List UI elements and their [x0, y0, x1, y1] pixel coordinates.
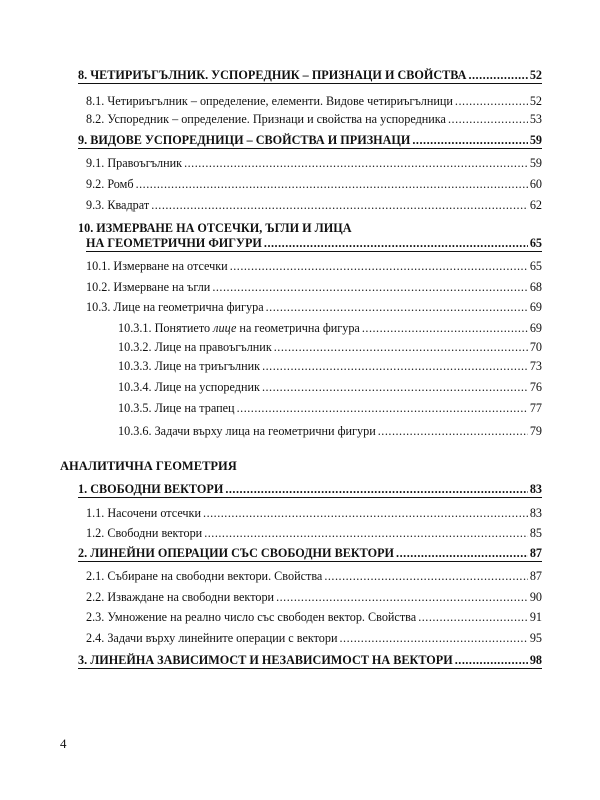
- toc-entry-analytic-section-2-4[interactable]: [86, 631, 542, 646]
- toc-entry-label: 1.2. Свободни вектори: [86, 526, 203, 540]
- toc-entry-chapter-9[interactable]: [78, 133, 542, 149]
- toc-page-number: 77: [529, 401, 542, 415]
- toc-entry-chapter-10[interactable]: [86, 236, 542, 252]
- toc-page-number: 83: [529, 482, 542, 496]
- toc-leader-dots: [378, 424, 528, 439]
- toc-entry-analytic-section-2-3[interactable]: [86, 610, 542, 625]
- toc-entry-section-9-2[interactable]: [86, 177, 542, 192]
- toc-entry-section-10-3-6[interactable]: [118, 424, 542, 439]
- toc-page-number: 69: [529, 321, 542, 335]
- toc-page-number: 68: [529, 280, 542, 294]
- toc-leader-dots: [412, 133, 527, 148]
- toc-page-number: 90: [529, 590, 542, 604]
- toc-entry-label: 9. ВИДОВЕ УСПОРЕДНИЦИ – СВОЙСТВА И ПРИЗНАЦИ: [78, 133, 411, 147]
- toc-page-number: 59: [529, 133, 542, 147]
- toc-entry-label: 2.1. Събиране на свободни вектори. Свойства: [86, 569, 323, 583]
- toc-entry-label: 2.3. Умножение на реално число със свободен вектор. Свойства: [86, 610, 417, 624]
- toc-entry-label: 10.3.2. Лице на правоъгълник: [118, 340, 272, 354]
- toc-leader-dots: [184, 156, 528, 171]
- toc-entry-section-10-3-4[interactable]: [118, 380, 542, 395]
- toc-page-number: 52: [529, 68, 542, 82]
- toc-entry-section-10-3[interactable]: [86, 300, 542, 315]
- toc-entry-label: 8.1. Четириъгълник – определение, елементи. Видове четириъгълници: [86, 94, 453, 108]
- toc-leader-dots: [230, 259, 528, 274]
- toc-entry-label: 2. ЛИНЕЙНИ ОПЕРАЦИИ СЪС СВОБОДНИ ВЕКТОРИ: [78, 546, 395, 560]
- toc-entry-section-8-2[interactable]: [86, 112, 542, 127]
- toc-entry-label: 10.3.1. Понятието лице на геометрична фигура: [118, 321, 360, 335]
- toc-entry-section-9-3[interactable]: [86, 198, 542, 213]
- toc-page-number: 98: [529, 653, 542, 667]
- toc-page-number: 85: [529, 526, 542, 540]
- toc-entry-section-10-3-3[interactable]: [118, 359, 542, 374]
- toc-page-number: 69: [529, 300, 542, 314]
- toc-leader-dots: [225, 482, 528, 497]
- toc-entry-chapter-8[interactable]: [78, 68, 542, 84]
- toc-page-number: 95: [529, 631, 542, 645]
- toc-page-number: 87: [529, 546, 542, 560]
- toc-entry-label: 3. ЛИНЕЙНА ЗАВИСИМОСТ И НЕЗАВИСИМОСТ НА ВЕКТОРИ: [78, 653, 453, 667]
- toc-page-number: 62: [529, 198, 542, 212]
- toc-page-number: 60: [529, 177, 542, 191]
- toc-entry-label: 9.1. Правоъгълник: [86, 156, 183, 170]
- toc-page-number: 91: [529, 610, 542, 624]
- toc-entry-analytic-section-2-1[interactable]: [86, 569, 542, 584]
- toc-entry-section-8-1[interactable]: [86, 94, 542, 109]
- toc-leader-dots: [340, 631, 528, 646]
- toc-entry-section-10-3-5[interactable]: [118, 401, 542, 416]
- toc-leader-dots: [237, 401, 528, 416]
- toc-leader-dots: [418, 610, 528, 625]
- toc-entry-label: НА ГЕОМЕТРИЧНИ ФИГУРИ: [86, 236, 262, 250]
- toc-leader-dots: [204, 526, 528, 541]
- toc-entry-emphasis: лице: [213, 321, 237, 335]
- toc-page-number: 79: [529, 424, 542, 438]
- toc-entry-label: 1.1. Насочени отсечки: [86, 506, 202, 520]
- toc-entry-analytic-chapter-2[interactable]: [78, 546, 542, 562]
- toc-leader-dots: [448, 112, 528, 127]
- toc-entry-section-9-1[interactable]: [86, 156, 542, 171]
- toc-entry-chapter-10-line1[interactable]: 10. ИЗМЕРВАНЕ НА ОТСЕЧКИ, ЪГЛИ И ЛИЦА: [78, 221, 352, 235]
- toc-leader-dots: [468, 68, 527, 83]
- toc-entry-label: 10.2. Измерване на ъгли: [86, 280, 211, 294]
- toc-entry-analytic-section-1-1[interactable]: [86, 506, 542, 521]
- toc-page-number: 70: [529, 340, 542, 354]
- page-number: 4: [60, 736, 67, 751]
- toc-entry-section-10-3-1[interactable]: [118, 321, 542, 336]
- toc-leader-dots: [136, 177, 528, 192]
- toc-leader-dots: [455, 94, 528, 109]
- toc-entry-label: 2.2. Изваждане на свободни вектори: [86, 590, 275, 604]
- toc-leader-dots: [212, 280, 527, 295]
- toc-entry-analytic-section-1-2[interactable]: [86, 526, 542, 541]
- toc-entry-label: 2.4. Задачи върху линейните операции с вектори: [86, 631, 338, 645]
- toc-leader-dots: [324, 569, 527, 584]
- toc-entry-section-10-1[interactable]: [86, 259, 542, 274]
- toc-leader-dots: [264, 236, 528, 251]
- toc-entry-analytic-section-2-2[interactable]: [86, 590, 542, 605]
- toc-page-number: 83: [529, 506, 542, 520]
- toc-entry-label: 10.3.5. Лице на трапец: [118, 401, 235, 415]
- toc-entry-label: 10.3. Лице на геометрична фигура: [86, 300, 264, 314]
- toc-leader-dots: [396, 546, 528, 561]
- toc-entry-analytic-chapter-1[interactable]: [78, 482, 542, 498]
- toc-entry-label: 8.2. Успоредник – определение. Признаци и свойства на успоредника: [86, 112, 446, 126]
- toc-page-number: 52: [529, 94, 542, 108]
- toc-leader-dots: [362, 321, 528, 336]
- toc-page-number: 59: [529, 156, 542, 170]
- toc-leader-dots: [266, 300, 528, 315]
- toc-leader-dots: [262, 359, 528, 374]
- toc-entry-section-10-3-2[interactable]: [118, 340, 542, 355]
- toc-page-number: 76: [529, 380, 542, 394]
- toc-leader-dots: [455, 653, 528, 668]
- toc-entry-label: 10.3.4. Лице на успоредник: [118, 380, 260, 394]
- toc-entry-label: 9.2. Ромб: [86, 177, 134, 191]
- toc-page-number: 65: [529, 236, 542, 250]
- toc-entry-section-10-2[interactable]: [86, 280, 542, 295]
- toc-entry-label: 8. ЧЕТИРИЪГЪЛНИК. УСПОРЕДНИК – ПРИЗНАЦИ И СВОЙСТВА: [78, 68, 467, 82]
- section-heading-analytic-geometry: АНАЛИТИЧНА ГЕОМЕТРИЯ: [60, 459, 237, 473]
- toc-entry-label: 10.3.6. Задачи върху лица на геометрични фигури: [118, 424, 376, 438]
- toc-leader-dots: [203, 506, 528, 521]
- toc-entry-label: 1. СВОБОДНИ ВЕКТОРИ: [78, 482, 224, 496]
- toc-leader-dots: [262, 380, 528, 395]
- toc-page-number: 53: [529, 112, 542, 126]
- toc-page-number: 87: [529, 569, 542, 583]
- toc-page-number: 65: [529, 259, 542, 273]
- toc-entry-label: 9.3. Квадрат: [86, 198, 150, 212]
- toc-entry-analytic-chapter-3[interactable]: [78, 653, 542, 669]
- toc-leader-dots: [274, 340, 528, 355]
- toc-leader-dots: [276, 590, 528, 605]
- toc-page-number: 73: [529, 359, 542, 373]
- toc-entry-label: 10.1. Измерване на отсечки: [86, 259, 228, 273]
- toc-leader-dots: [151, 198, 528, 213]
- toc-entry-label: 10.3.3. Лице на триъгълник: [118, 359, 261, 373]
